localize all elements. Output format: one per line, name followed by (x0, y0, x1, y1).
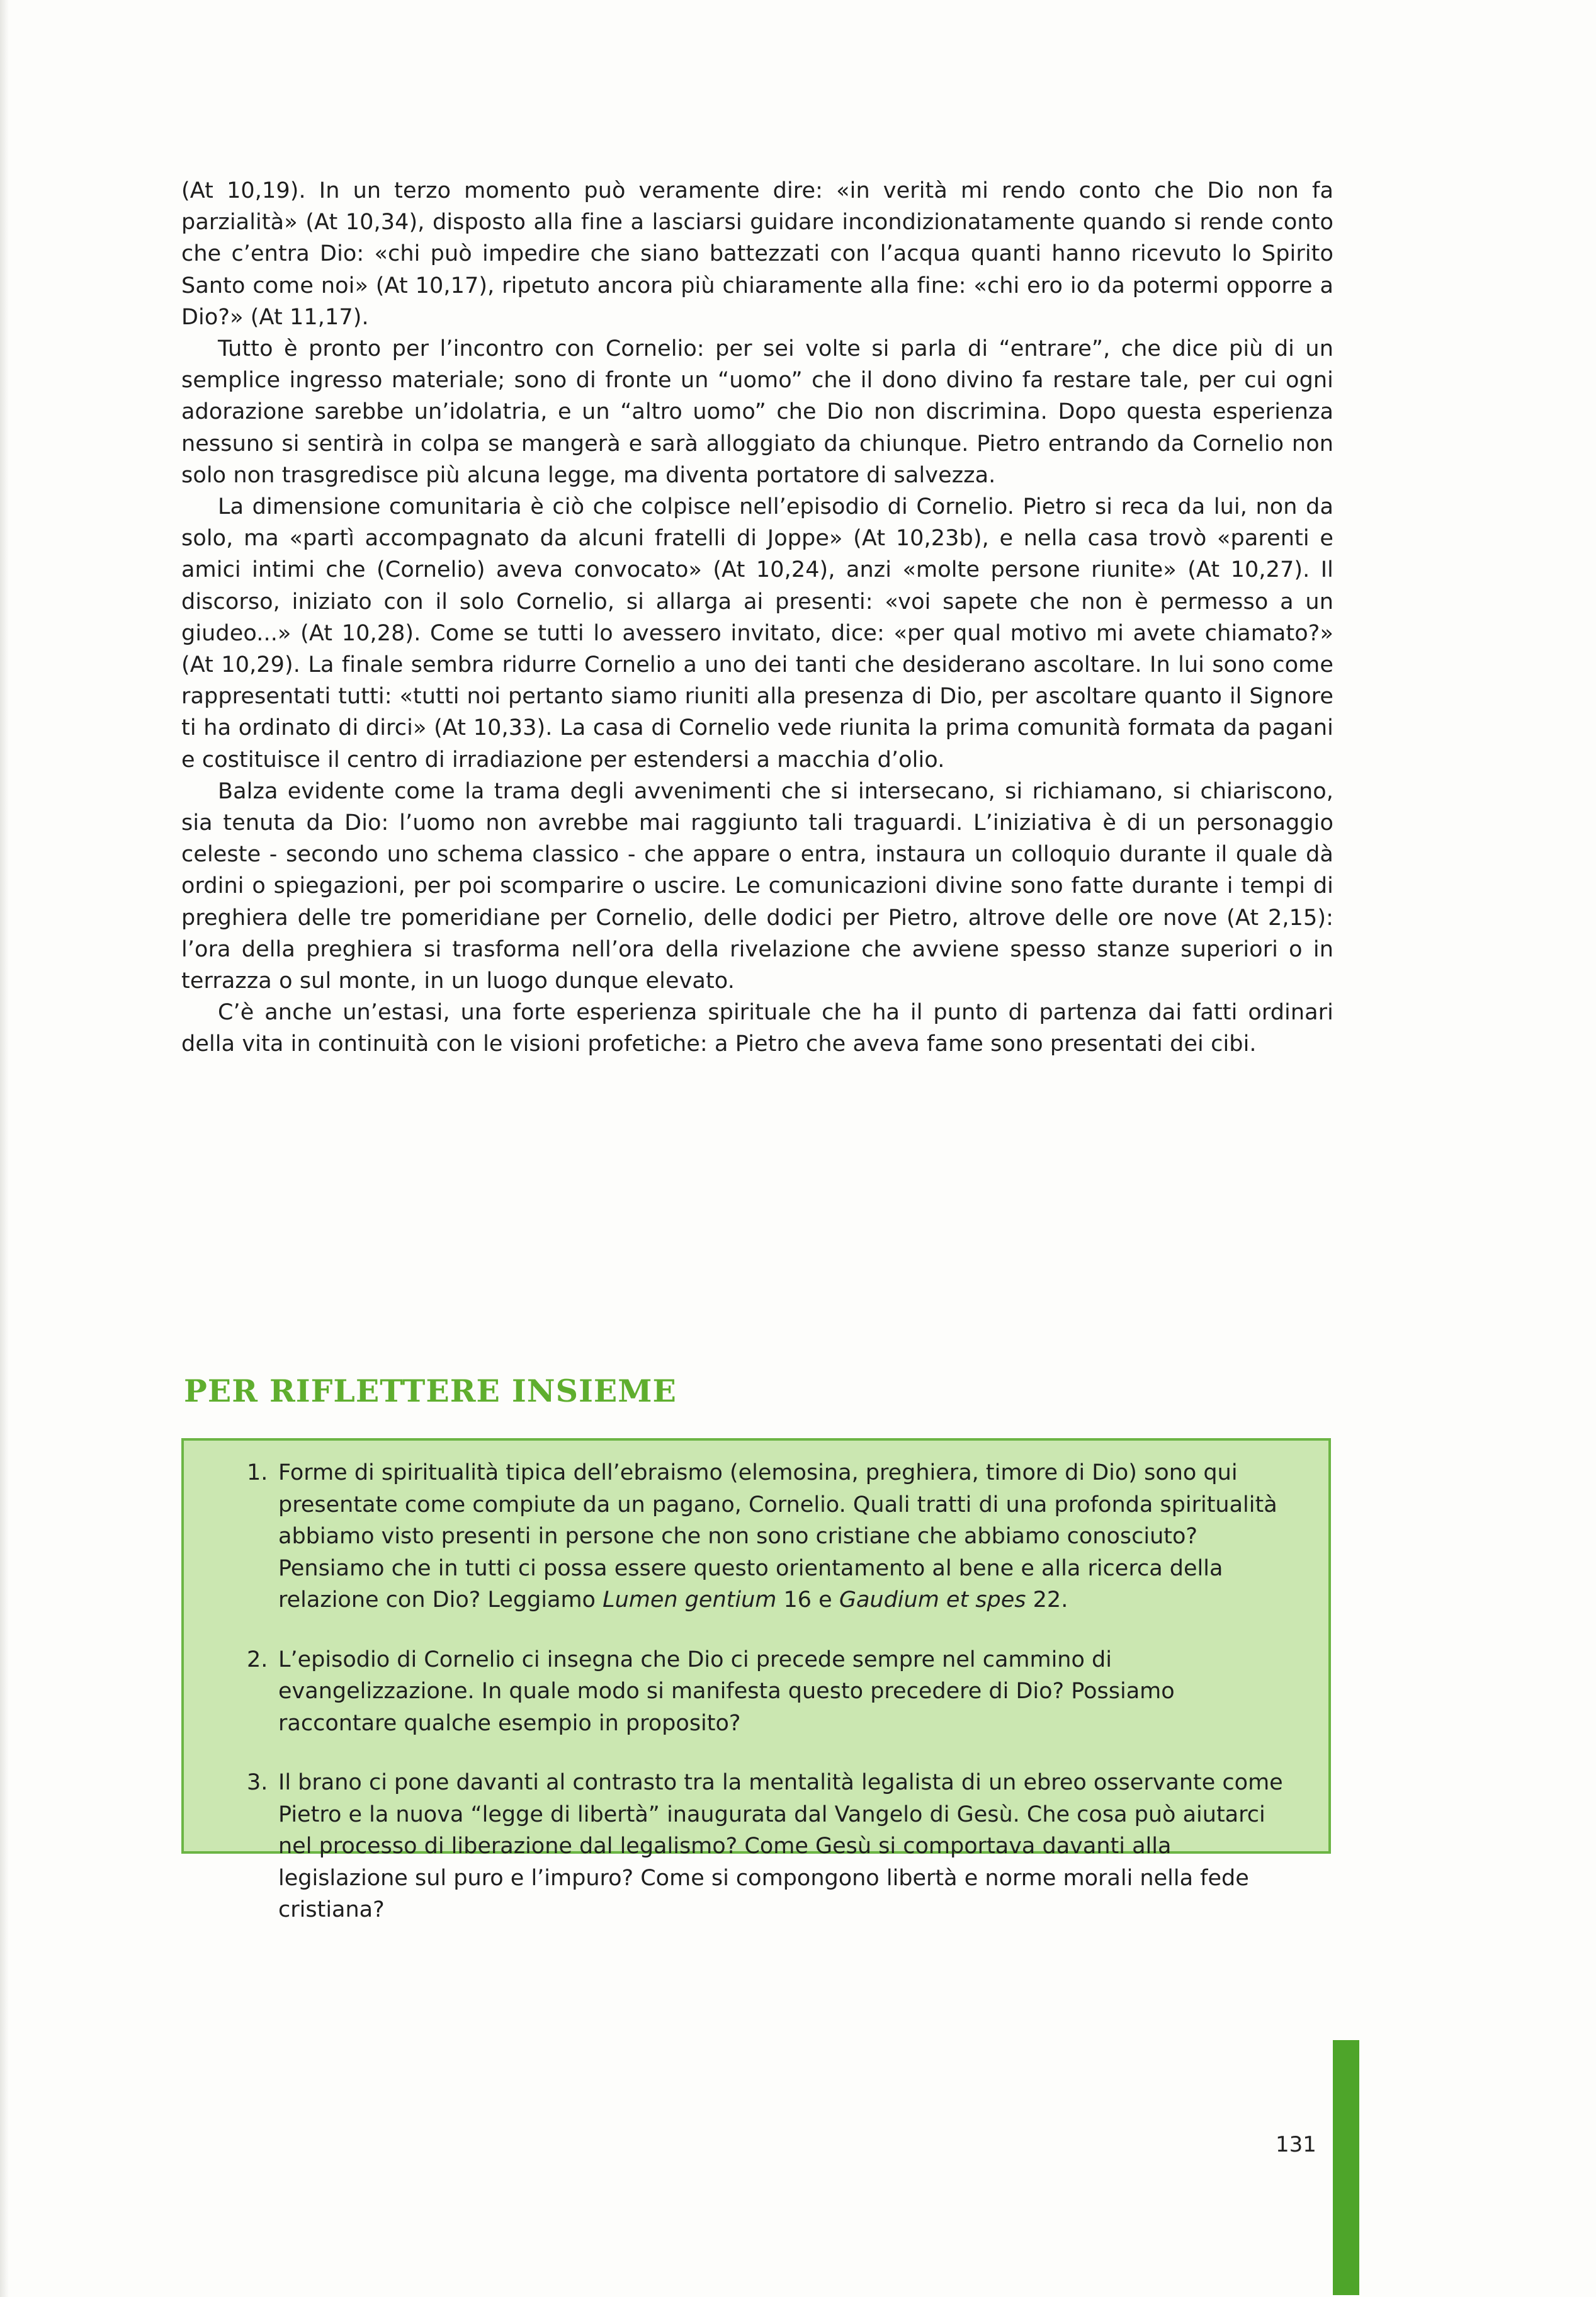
body-text (181, 175, 1333, 1060)
paragraph-3: La dimensione comunitaria è ciò che colpisce nell’episodio di Cornelio. Pietro si reca da lui, non da solo, ma «partì accompagnato da alcuni fratelli di Joppe» (At 10,23b), e nella casa trovò «parenti e amici intimi che (Cornelio) aveva convocato» (At 10,24), anzi «molte persone riunite» (At 10,27). Il discorso, iniziato con il solo Cornelio, si allarga ai presenti: «voi sapete che non è permesso a un giudeo...» (At 10,28). Come se tutti lo avessero invitato, dice: «per qual motivo mi avete chiamato?» (At 10,29). La finale sembra ridurre Cornelio a uno dei tanti che desiderano ascoltare. In lui sono come rappresentati tutti: «tutti noi pertanto siamo riuniti alla presenza di Dio, per ascoltare quanto il Signore ti ha ordinato di dirci» (At 10,33). La casa di Cornelio vede riunita la prima comunità formata da pagani e costituisce il centro di irradiazione per estendersi a macchia d’olio. (181, 494, 1333, 773)
paragraph-1: (At 10,19). In un terzo momento può veramente dire: «in verità mi rendo conto che Dio non fa parzialità» (At 10,34), disposto alla fine a lasciarsi guidare incondizionatamente quando si rende conto che c’entra Dio: «chi può impedire che siano battezzati con l’acqua quanti hanno ricevuto lo Spirito Santo come noi» (At 10,17), ripetuto ancora più chiaramente alla fine: «chi ero io da potermi opporre a Dio?» (At 11,17). (181, 178, 1333, 330)
page-number: 131 (1276, 2132, 1316, 2157)
reflection-questions-box (181, 1438, 1331, 1922)
page-edge-shadow (0, 0, 9, 2297)
question-number: 3. (247, 1770, 268, 1795)
question-item-1 (249, 1457, 1291, 1616)
question-text: Forme di spiritualità tipica dell’ebraismo (elemosina, preghiera, timore di Dio) sono qui presentate come compiute da un pagano, Cornelio. Quali tratti di una profonda spiritualità abbiamo visto presenti in persone che non sono cristiane che abbiamo conosciuto? Pensiamo che in tutti ci possa essere questo orientamento al bene e alla ricerca della relazione con Dio? Leggiamo Lumen gentium 16 e Gaudium et spes 22. (278, 1460, 1277, 1613)
question-text: Il brano ci pone davanti al contrasto tra la mentalità legalista di un ebreo osservante come Pietro e la nuova “legge di libertà” inaugurata dal Vangelo di Gesù. Che cosa può aiutarci nel processo di liberazione dal legalismo? Come Gesù si comportava davanti alla legislazione sul puro e l’impuro? Come si compongono libertà e norme morali nella fede cristiana? (278, 1770, 1283, 1922)
section-title: PER RIFLETTERE INSIEME (184, 1373, 677, 1409)
question-item-3 (249, 1767, 1291, 1926)
question-number: 1. (247, 1460, 268, 1485)
paragraph-4: Balza evidente come la trama degli avvenimenti che si intersecano, si richiamano, si chiariscono, sia tenuta da Dio: l’uomo non avrebbe mai raggiunto tali traguardi. L’iniziativa è di un personaggio celeste - secondo uno schema classico - che appare o entra, instaura un colloquio durante il quale dà ordini o spiegazioni, per poi scomparire o uscire. Le comunicazioni divine sono fatte durante i tempi di preghiera delle tre pomeridiane per Cornelio, delle dodici per Pietro, altrove delle ore nove (At 2,15): l’ora della preghiera si trasforma nell’ora della rivelazione che avviene spesso stanze superiori o in terrazza o sul monte, in un luogo dunque elevato. (181, 778, 1333, 994)
question-text: L’episodio di Cornelio ci insegna che Dio ci precede sempre nel cammino di evangelizzazione. In quale modo si manifesta questo precedere di Dio? Possiamo raccontare qualche esempio in proposito? (278, 1647, 1175, 1736)
question-number: 2. (247, 1647, 268, 1672)
paragraph-2: Tutto è pronto per l’incontro con Cornelio: per sei volte si parla di “entrare”, che dice più di un semplice ingresso materiale; sono di fronte un “uomo” che il dono divino fa restare tale, per cui ogni adorazione sarebbe un’idolatria, e un “altro uomo” che Dio non discrimina. Dopo questa esperienza nessuno si sentirà in colpa se mangerà e sarà alloggiato da chiunque. Pietro entrando da Cornelio non solo non trasgredisce più alcuna legge, ma diventa portatore di salvezza. (181, 336, 1333, 488)
page-edge-tab (1333, 2040, 1359, 2295)
question-item-2 (249, 1644, 1291, 1740)
paragraph-5: C’è anche un’estasi, una forte esperienza spirituale che ha il punto di partenza dai fatti ordinari della vita in continuità con le visioni profetiche: a Pietro che aveva fame sono presentati dei cibi. (181, 1000, 1333, 1057)
